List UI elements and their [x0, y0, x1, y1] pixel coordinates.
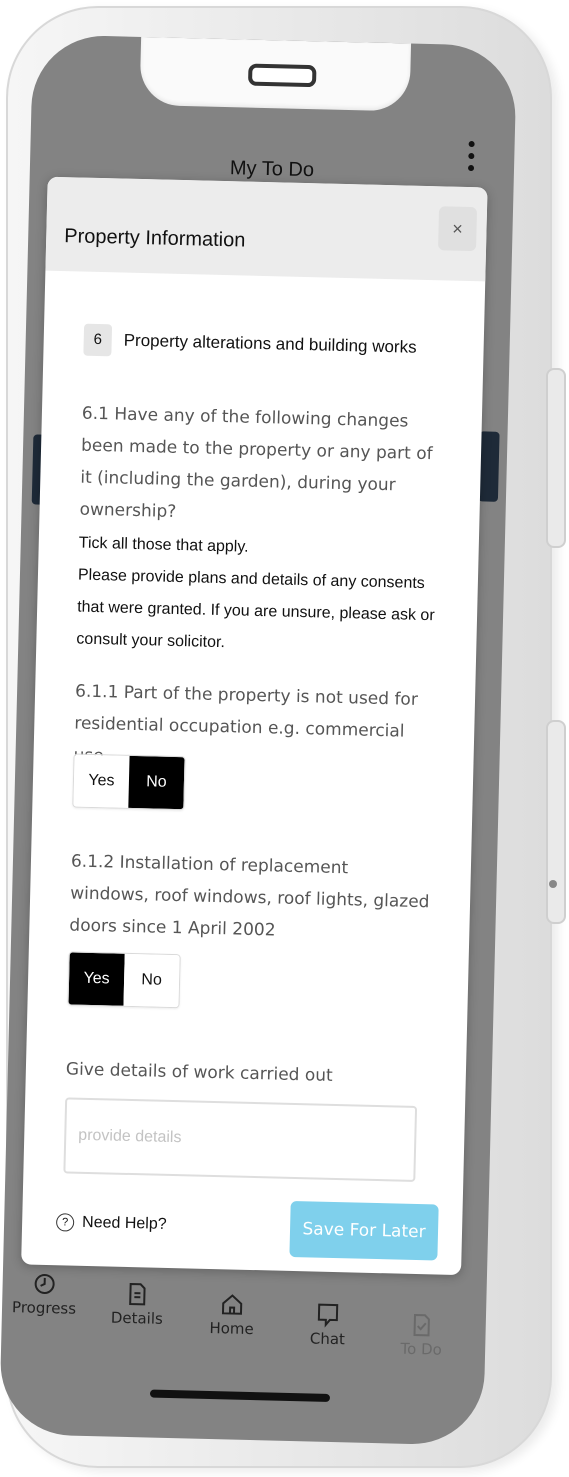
side-indicator	[549, 880, 557, 888]
chat-icon	[288, 1299, 369, 1331]
yes-no-toggle-6-1-2	[67, 951, 180, 1008]
details-input[interactable]	[63, 1097, 417, 1182]
yes-option[interactable]: Yes	[73, 755, 129, 808]
question-6-1: 6.1 Have any of the following changes been made to the property or any part of it (including the garden), during your ownership?	[79, 403, 433, 522]
question-circle-icon: ?	[56, 1213, 74, 1231]
nav-home[interactable]	[191, 1289, 272, 1339]
todo-icon	[381, 1309, 462, 1341]
document-icon	[97, 1278, 178, 1310]
question-6-1-1: 6.1.1 Part of the property is not used for residential occupation e.g. commercial	[74, 681, 419, 742]
yes-option[interactable]: Yes	[68, 952, 124, 1005]
more-menu-icon[interactable]	[468, 141, 477, 177]
no-option[interactable]: No	[128, 756, 184, 809]
modal-header	[45, 177, 487, 282]
instructions	[76, 528, 449, 665]
property-info-modal	[21, 177, 487, 1275]
nav-chat[interactable]	[287, 1299, 368, 1349]
page-title: My To Do	[229, 157, 315, 182]
home-icon	[192, 1289, 273, 1321]
modal-title: Property Information	[63, 225, 246, 252]
home-indicator[interactable]	[150, 1390, 330, 1402]
need-help-link[interactable]	[56, 1213, 167, 1234]
close-button[interactable]: ×	[438, 206, 477, 251]
instruction-line: Please provide plans and details of any consents that were granted. If you are unsure, please ask or consult your solicitor.	[76, 566, 435, 652]
nav-label: Progress	[11, 1298, 77, 1318]
nav-label: Details	[110, 1308, 164, 1328]
speaker	[248, 64, 317, 88]
instruction-line: Tick all those that apply.	[78, 534, 249, 556]
section-number: 6	[83, 324, 112, 357]
nav-progress[interactable]	[4, 1268, 85, 1318]
nav-details[interactable]	[97, 1278, 178, 1328]
no-option[interactable]: No	[123, 954, 179, 1007]
phone-screen	[0, 34, 517, 1445]
side-button	[546, 368, 566, 548]
save-for-later-button[interactable]: Save For Later	[289, 1201, 438, 1261]
notch	[139, 37, 411, 112]
bottom-nav	[1, 1268, 487, 1360]
need-help-label: Need Help?	[81, 1213, 167, 1233]
yes-no-toggle-6-1-1	[72, 753, 185, 810]
nav-label: Chat	[309, 1329, 346, 1349]
side-button	[546, 720, 566, 924]
nav-label: Home	[209, 1318, 254, 1339]
nav-label: To Do	[400, 1339, 443, 1359]
section-title: Property alterations and building works	[123, 330, 417, 357]
nav-todo[interactable]	[381, 1309, 462, 1359]
question-6-1-2: 6.1.2 Installation of replacement windows, roof windows, roof lights, glazed doors since 1 April 2002	[69, 851, 430, 941]
section-header	[83, 324, 417, 364]
clock-icon	[4, 1268, 85, 1300]
details-label: Give details of work carried out	[65, 1059, 333, 1086]
